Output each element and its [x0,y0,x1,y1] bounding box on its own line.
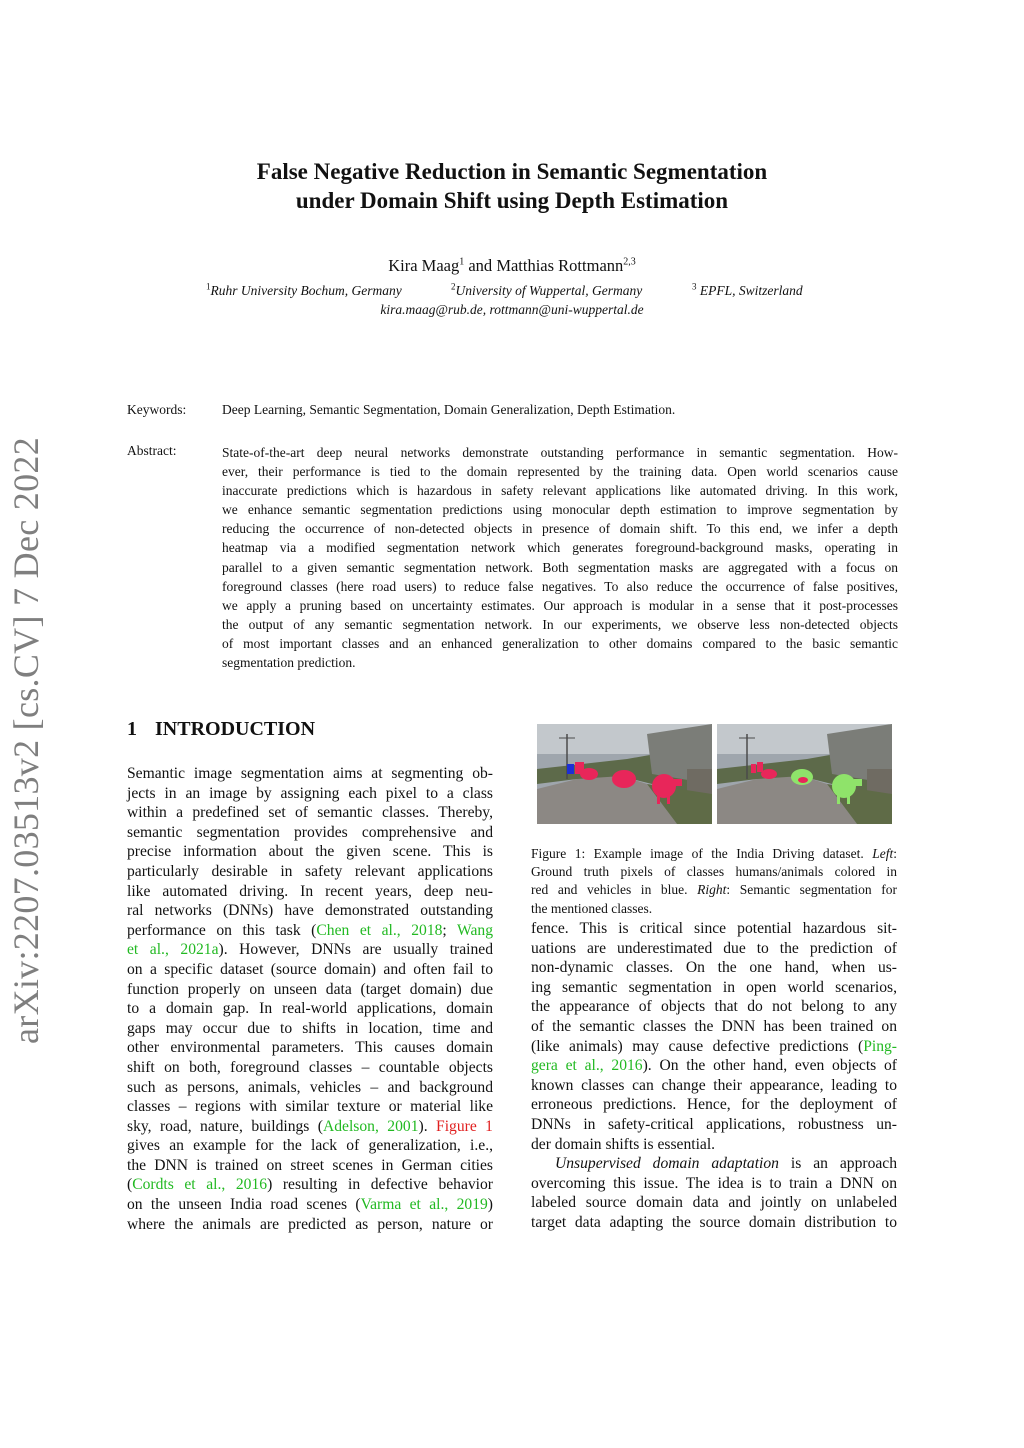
figure-1-svg [537,724,892,824]
text-line: within a predefined set of semantic classes. Thereby, [127,804,493,822]
affiliation-2: $^2$University of Wuppertal, Germany [451,281,643,298]
text-line: of the semantic classes the DNN has been trained on [531,1017,897,1035]
paper-title [0,157,1024,215]
abstract-line: reducing the occurrence of non-detected objects in presence of domain shift. To this end, we infer a depth [222,521,898,537]
citation-link[interactable]: Varma et al., 2019 [360,1196,488,1214]
animal-prediction [761,769,777,779]
text-line: labeled source domain data and jointly on unlabeled [531,1194,897,1212]
text-line: gives an example for the lack of generalization, i.e., [127,1137,493,1155]
text-line: the DNN is trained on street scenes in German cities [127,1156,493,1174]
abstract-line: State-of-the-art deep neural networks demonstrate outstanding performance in semantic segmentation. How- [222,445,898,460]
author-2: Matthias Rottmann [496,256,624,275]
abstract-line: inaccurate predictions which is hazardous in safety relevant applications like automated driving. In this work, [222,483,898,499]
affiliation-3: $^3$ EPFL, Switzerland [692,281,803,298]
text-line: to a domain gap. In real-world applications, domain [127,1000,493,1018]
arxiv-identifier: arXiv:2207.03513v2 [cs.CV] 7 Dec 2022 [6,437,46,1044]
keywords-text: Deep Learning, Semantic Segmentation, Domain Generalization, Depth Estimation. [222,402,676,417]
abstract-text [222,443,898,672]
text-line: where the animals are predicted as person, nature or [127,1215,493,1233]
author-emails: kira.maag@rub.de, rottmann@uni-wuppertal.de [380,302,644,317]
title-line-1: False Negative Reduction in Semantic Segmentation [256,159,768,184]
text-line: erroneous predictions. Hence, for the deployment of [531,1096,897,1114]
vehicle-mask [567,764,574,774]
keywords-label: Keywords: [127,402,187,417]
abstract-line: we enhance semantic segmentation predictions using monocular depth estimation to improve segmentation by [222,502,898,518]
animal-mask [652,774,676,798]
text-line: shift on both, foreground classes – countable objects [127,1058,493,1076]
text-line: (Cordts et al., 2016) resulting in defective behavior [127,1176,493,1194]
abstract-line: of most important classes and an enhanced generalization to other domains compared to the basic semantic [222,635,898,651]
text-line: gaps may occur due to shifts in location, time and [127,1019,493,1037]
text-line: Unsupervised domain adaptation is an approach [555,1155,898,1173]
section-heading-introduction [127,718,315,741]
text-line: on a specific dataset (source domain) and often fail to [127,960,493,978]
figure-1-images [537,724,892,824]
section-number: 1 [127,718,137,740]
figure-1-left-image [537,724,712,824]
text-line: other environmental parameters. This causes domain [127,1039,493,1057]
human-mask [751,764,756,773]
affiliation-1: $^1$Ruhr University Bochum, Germany [206,281,402,298]
text-line: (like animals) may cause defective predictions (Ping- [531,1037,897,1055]
animal-mask [580,768,598,780]
text-line: fence. This is critical since potential hazardous sit- [531,920,897,937]
author-2-affil: 2,3 [623,256,636,268]
text-line: jects in an image by assigning each pixel to a class [127,784,493,802]
text-line: particularly desirable in safety relevant applications [127,862,493,880]
citation-link[interactable]: Chen et al., 2018 [316,921,443,939]
abstract-label: Abstract: [127,443,177,458]
section-title: INTRODUCTION [155,718,316,740]
caption-line: the mentioned classes. [531,900,653,916]
human-mask [757,762,763,772]
abstract-line: the output of any semantic segmentation network. In our experiments, we observe less non-detected objects [222,616,898,632]
text-line: such as persons, animals, vehicles – and background [127,1078,493,1096]
text-line: et al., 2021a). However, DNNs are usually trained [127,941,493,959]
text-line: like automated driving. In recent years, deep neu- [127,882,493,900]
title-line-2: under Domain Shift using Depth Estimation [295,188,729,213]
citation-link[interactable]: Wang [457,921,493,939]
text-line: target data adapting the source domain distribution to [531,1213,897,1231]
text-line: uations are underestimated due to the prediction of [531,939,897,957]
citation-link[interactable]: Cordts et al., 2016 [132,1176,268,1194]
abstract-line: ever, their performance is tied to the domain represented by the training data. Open world scenarios cause [222,464,898,480]
author-1: Kira Maag [388,256,460,275]
animal-mask [612,770,636,788]
text-line: semantic segmentation provides comprehensive and [127,823,493,841]
author-and: and [464,256,497,275]
text-line: der domain shifts is essential. [531,1135,716,1153]
text-line: sky, road, nature, buildings (Adelson, 2001). Figure 1 [127,1117,493,1135]
citation-link[interactable]: gera et al., 2016 [531,1057,643,1075]
text-line: the appearance of objects that do not belong to any [531,998,897,1016]
text-line: function properly on unseen data (target domain) due [127,980,493,998]
text-line: ing semantic segmentation in open world scenarios, [531,978,897,996]
text-line: Semantic image segmentation aims at segmenting ob- [127,765,493,782]
text-line: precise information about the given scene. This is [127,843,493,861]
abstract-line: heatmap via a modified segmentation network which generates foreground-background masks, operating in [222,540,898,556]
citation-link[interactable]: Adelson, 2001 [323,1117,419,1135]
text-line: ral networks (DNNs) have demonstrated outstanding [127,902,493,920]
text-line: gera et al., 2016). On the other hand, even objects of [531,1057,897,1075]
intro-left-column [127,764,493,1234]
text-line: DNNs in safety-critical applications, robustness un- [531,1115,897,1133]
abstract-line: parallel to a given semantic segmentation network. Both segmentation masks are aggregated with a focus on [222,559,898,575]
author-line [0,256,1024,276]
caption-line: Ground truth pixels of classes humans/animals colored in [531,864,897,880]
text-line: overcoming this issue. The idea is to train a DNN on [531,1174,897,1192]
figure-1-right-image [717,724,892,824]
text-line: known classes can change their appearance, leading to [531,1076,897,1094]
caption-line: Figure 1: Example image of the India Driving dataset. Left: [531,846,897,861]
author-1-affil: 1 [459,256,465,268]
abstract-line: we apply a pruning based on uncertainty estimates. Our approach is modular in a sense that it post-processes [222,597,898,613]
text-line: classes – regions with similar texture or material like [127,1098,493,1116]
text-line: performance on this task (Chen et al., 2018; Wang [127,921,493,939]
figure-reference-link[interactable]: Figure 1 [436,1117,493,1135]
intro-right-column [531,919,897,1233]
abstract-line: foreground classes (here road users) to reduce false negatives. To also reduce the occurrence of false positives, [222,578,898,594]
caption-line: red and vehicles in blue. Right: Semantic segmentation for [531,882,897,898]
citation-link[interactable]: Ping- [863,1037,897,1055]
person-prediction [798,777,808,783]
nature-prediction [832,774,856,798]
text-line: on the unseen India road scenes (Varma et al., 2019) [127,1196,493,1214]
text-line: non-dynamic classes. On the one hand, when us- [531,959,897,977]
citation-link[interactable]: et al., 2021a [127,941,219,959]
figure-1-caption [531,845,897,918]
abstract-line: segmentation prediction. [222,655,356,671]
